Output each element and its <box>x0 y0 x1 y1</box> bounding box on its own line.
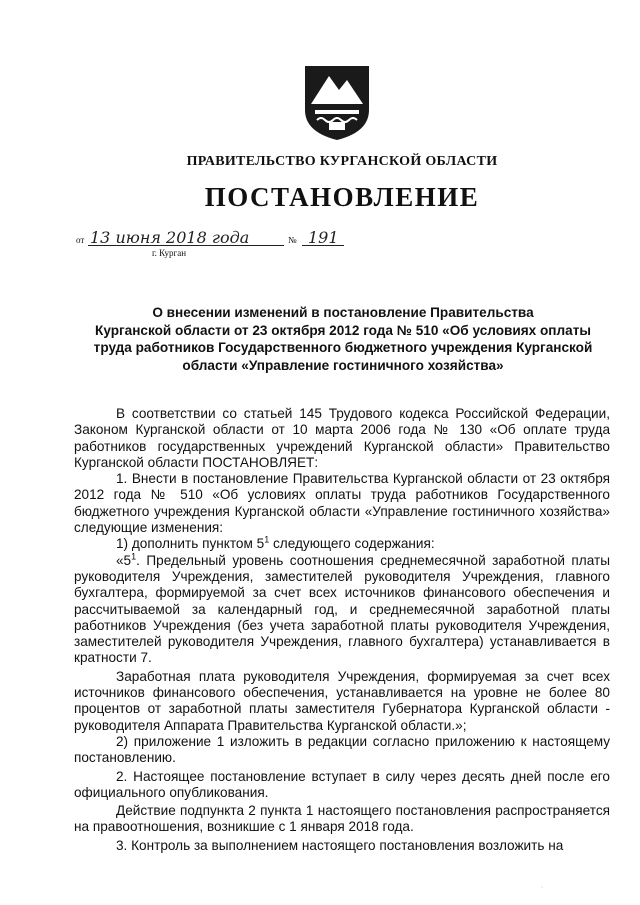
subject-line: труда работников Государственного бюджетного учреждения Курганской <box>93 340 593 355</box>
paragraph-item-3: 3. Контроль за выполнением настоящего постановления возложить на <box>116 837 564 853</box>
subject-line: О внесении изменений в постановление Правительства <box>152 305 534 320</box>
from-label: от <box>76 235 85 245</box>
number-underline <box>302 245 344 246</box>
subject-line: области «Управление гостиничного хозяйства» <box>182 357 504 373</box>
paragraph-effect: Действие подпункта 2 пункта 1 настоящего постановления распространяется на правоотношения, возникшие с 1 января 2018 года. <box>74 803 610 835</box>
document-body <box>74 406 610 854</box>
paragraph-item-1: 1. Внести в постановление Правительства Курганской области от 23 октября 2012 года № 510 «Об условиях оплаты труда работников Государственного бюджетного учреждения Курганской области «Управление гостиничного хозяйства» следующие изменения: <box>74 471 610 536</box>
dateline <box>76 226 376 266</box>
kurgan-coat-of-arms-icon <box>299 60 375 144</box>
date-underline <box>88 245 284 246</box>
date-value: 13 июня 2018 года <box>90 228 250 247</box>
number-value: 191 <box>308 228 339 247</box>
document-subject <box>70 304 616 374</box>
paragraph-salary: Заработная плата руководителя Учреждения, формируемая за счет всех источников финансового обеспечения, устанавливается на уровне не более 80 процентов от заработной платы заместителя Губернатора Курганской области - руководителя Аппарата Правительства Курганской области.»; <box>74 668 610 733</box>
scan-artifact: · <box>541 884 544 891</box>
paragraph-preamble: В соответствии со статьей 145 Трудового кодекса Российской Федерации, Законом Курганской области от 10 марта 2006 года № 130 «Об оплате труда работников государственных учреждений Курганской области» Правительство Курганской области ПОСТАНОВЛЯЕТ: <box>74 406 610 470</box>
organization-name: ПРАВИТЕЛЬСТВО КУРГАНСКОЙ ОБЛАСТИ <box>186 154 498 169</box>
subject-line: Курганской области от 23 октября 2012 года № 510 «Об условиях оплаты <box>95 322 591 338</box>
city-label: г. Курган <box>152 248 187 258</box>
paragraph-item-2: 2. Настоящее постановление вступает в силу через десять дней после его официального опубликования. <box>74 768 610 800</box>
number-label: № <box>288 235 297 245</box>
paragraph-point-5-1: «$5^1$. Предельный уровень соотношения среднемесячной заработной платы руководителя Учреждения, заместителей руководителя Учреждения, главного бухгалтера, формируемой за счет всех источников финансового обеспечения и рассчитываемой за календарный год, и среднемесячной заработной платы работников Учреждения (без учета заработной платы руководителя Учреждения, заместителей руководителя Учреждения, главного бухгалтера) устанавливается в кратности 7. <box>74 551 610 666</box>
paragraph-subitem-2: 2) приложение 1 изложить в редакции согласно приложению к настоящему постановлению. <box>74 733 610 766</box>
paragraph-subitem-1: 1) дополнить пунктом $5^1$ следующего содержания: <box>116 534 435 552</box>
document-type-title: ПОСТАНОВЛЕНИЕ <box>204 182 480 212</box>
